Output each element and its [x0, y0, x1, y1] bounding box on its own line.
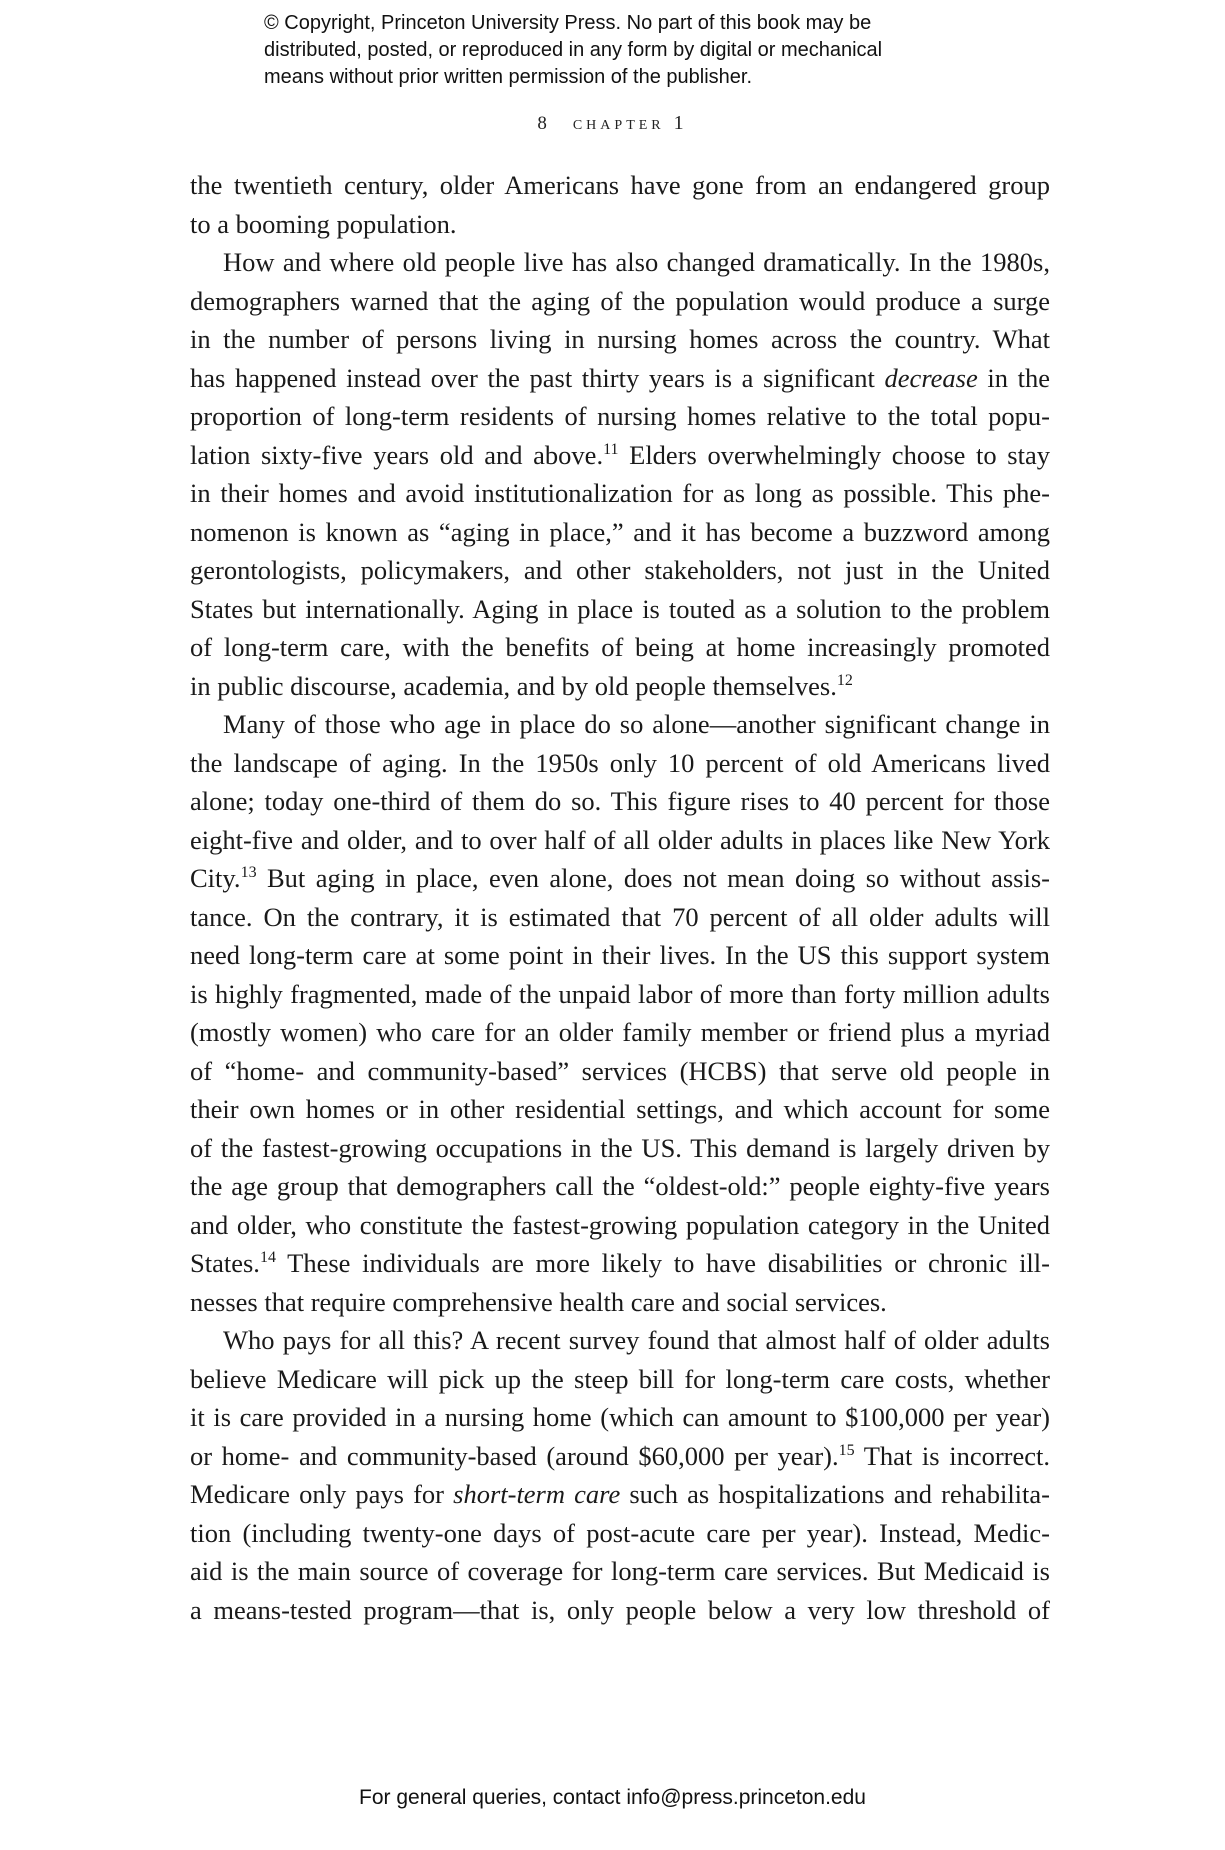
text-run: City. [190, 863, 241, 893]
text-line: proportion of long-term residents of nursing homes relative to the total popu- [190, 401, 1050, 431]
text-line: alone; today one-third of them do so. This figure rises to 40 percent for those [190, 786, 1050, 816]
text-line: it is care provided in a nursing home (which can amount to $100,000 per year) [190, 1402, 1050, 1432]
text-run: Medicare only pays for [190, 1479, 454, 1509]
body-text [190, 166, 1050, 1629]
text-line: of “home- and community-based” services (HCBS) that serve old people in [190, 1055, 1050, 1086]
text-line: Who pays for all this? A recent survey found that almost half of older adults [223, 1325, 1050, 1355]
footer-contact: For general queries, contact info@press.princeton.edu [359, 1786, 866, 1809]
text-run: in the [977, 362, 1050, 393]
text-line: States but internationally. Aging in place is touted as a solution to the problem [190, 593, 1050, 624]
text-line: eight-five and older, and to over half of all older adults in places like New York [190, 824, 1050, 855]
text-line: nomenon is known as “aging in place,” and it has become a buzzword among [190, 516, 1050, 547]
text-line: demographers warned that the aging of the population would produce a surge [190, 285, 1050, 316]
text-line [190, 1244, 1050, 1283]
text-run: has happened instead over the past thirty years is a significant [190, 362, 885, 393]
footnote-ref: 15 [838, 1441, 855, 1459]
text-run: That is incorrect. [854, 1440, 1050, 1471]
text-run: States. [190, 1248, 260, 1278]
text-line: to a booming population. [190, 208, 457, 239]
text-line: is highly fragmented, made of the unpaid labor of more than forty million adults [190, 978, 1050, 1009]
text-run: lation sixty-five years old and above. [190, 439, 604, 470]
copyright-line: © Copyright, Princeton University Press. No part of this book may be [264, 12, 872, 34]
text-line: in the number of persons living in nursing homes across the country. What [190, 324, 1050, 354]
footnote-ref: 12 [836, 671, 853, 689]
text-line: believe Medicare will pick up the steep bill for long-term care costs, whether [190, 1363, 1050, 1394]
text-line: tance. On the contrary, it is estimated that 70 percent of all older adults will [190, 901, 1050, 932]
text-line: nesses that require comprehensive health care and social services. [190, 1286, 887, 1317]
copyright-line: means without prior written permission of the publisher. [264, 66, 753, 88]
text-line: How and where old people live has also changed dramatically. In the 1980s, [223, 247, 1050, 277]
text-line: the landscape of aging. In the 1950s only 10 percent of old Americans lived [190, 747, 1050, 778]
text-line: tion (including twenty-one days of post-acute care per year). Instead, Medic- [190, 1517, 1050, 1548]
italic-text: short-term care [453, 1479, 621, 1509]
page-number: 8 [537, 113, 547, 134]
chapter-label: chapter 1 [572, 112, 688, 134]
text-line [190, 667, 1050, 706]
text-line: need long-term care at some point in their lives. In the US this support system [190, 940, 1050, 970]
text-line [190, 1437, 1050, 1476]
text-line: Many of those who age in place do so alone—another significant change in [223, 709, 1050, 739]
text-line: the twentieth century, older Americans have gone from an endangered group [190, 170, 1050, 200]
text-line [190, 359, 1050, 398]
text-run: or home- and community-based (around $60,000 per year). [190, 1440, 839, 1471]
text-line: in their homes and avoid institutionalization for as long as possible. This phe- [190, 478, 1050, 508]
text-line: and older, who constitute the fastest-growing population category in the United [190, 1209, 1050, 1240]
text-line: of the fastest-growing occupations in the US. This demand is largely driven by [190, 1132, 1050, 1163]
text-line: gerontologists, policymakers, and other stakeholders, not just in the United [190, 555, 1050, 585]
copyright-notice [264, 10, 964, 91]
italic-text: decrease [884, 362, 978, 393]
text-run: These individuals are more likely to have disabilities or chronic ill- [275, 1248, 1050, 1278]
text-line: (mostly women) who care for an older family member or friend plus a myriad [190, 1017, 1050, 1047]
text-line [190, 436, 1050, 475]
text-run: in public discourse, academia, and by old people themselves. [190, 670, 837, 701]
text-line: a means-tested program—that is, only people below a very low threshold of [190, 1594, 1050, 1625]
text-line: their own homes or in other residential settings, and which account for some [190, 1094, 1050, 1124]
text-line: of long-term care, with the benefits of being at home increasingly promoted [190, 632, 1050, 662]
text-run: such as hospitalizations and rehabilita- [620, 1479, 1050, 1509]
text-run: But aging in place, even alone, does not mean doing so without assis- [256, 863, 1050, 893]
text-line: the age group that demographers call the “oldest-old:” people eighty-five years [190, 1171, 1050, 1201]
text-line [190, 859, 1050, 898]
copyright-line: distributed, posted, or reproduced in any form by digital or mechanical [264, 39, 883, 61]
text-line [190, 1475, 1050, 1514]
footnote-ref: 11 [603, 440, 619, 458]
text-run: Elders overwhelmingly choose to stay [618, 439, 1050, 470]
text-line: aid is the main source of coverage for long-term care services. But Medicaid is [190, 1556, 1050, 1586]
running-head [0, 112, 1225, 135]
footnote-ref: 13 [240, 864, 257, 882]
footnote-ref: 14 [259, 1249, 276, 1267]
